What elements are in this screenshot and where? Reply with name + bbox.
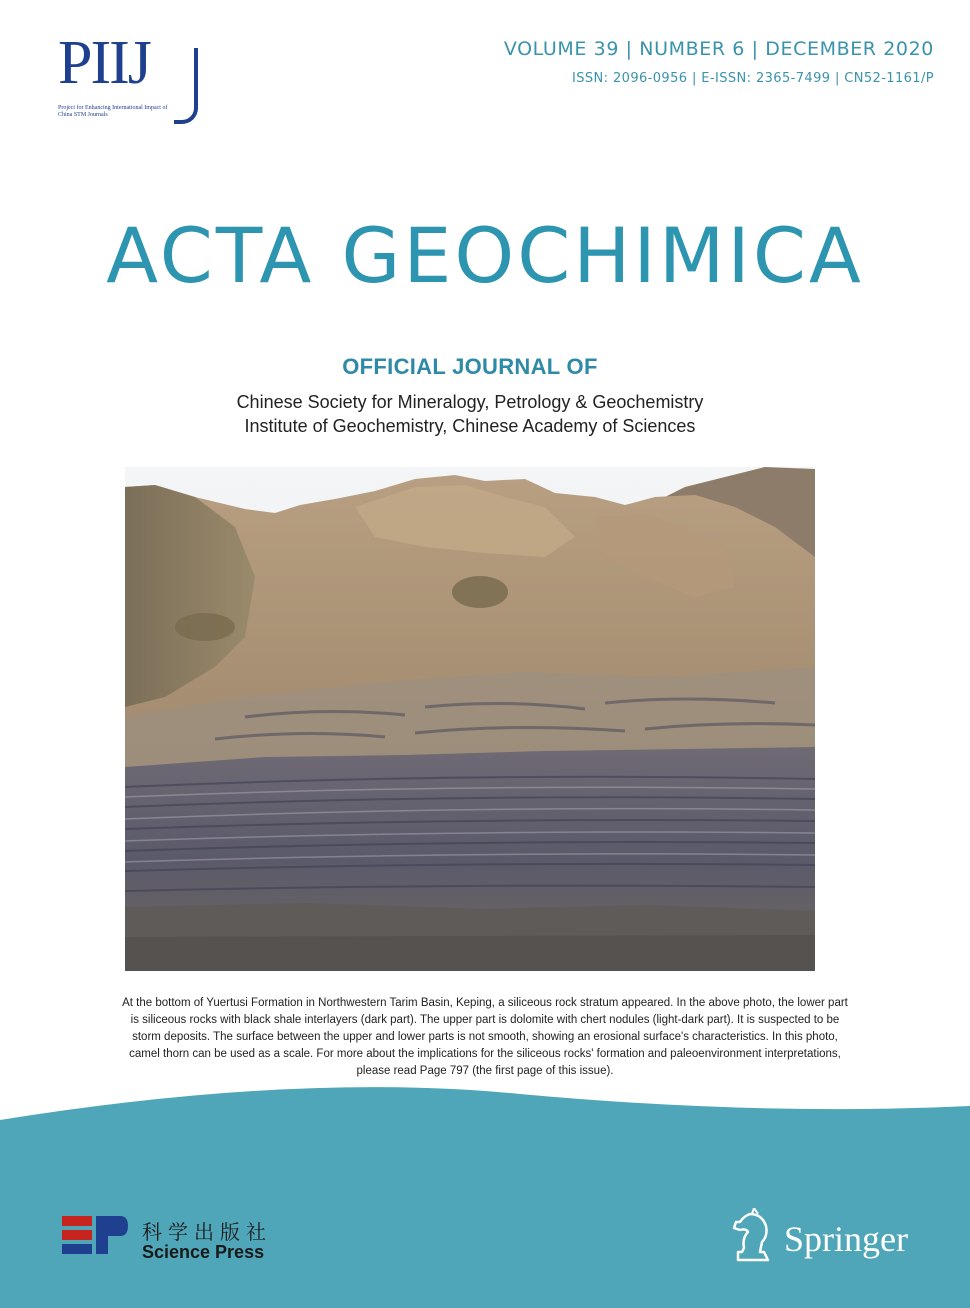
science-press-emblem-icon: [62, 1214, 128, 1260]
journal-title: ACTA GEOCHIMICA: [106, 211, 864, 300]
springer-horse-icon: [728, 1208, 778, 1264]
springer-logo: [728, 1208, 938, 1268]
cover-photo: [125, 467, 815, 971]
piij-logo-text: PIIJ: [58, 29, 150, 97]
organization-iocas: Institute of Geochemistry, Chinese Academy of Sciences: [244, 416, 696, 436]
piij-logo-subtitle: Project for Enhancing International Impact of China STM Journals: [58, 105, 168, 118]
science-press-chinese: 科学出版社: [142, 1220, 272, 1244]
cover-caption: At the bottom of Yuertusi Formation in Northwestern Tarim Basin, Keping, a siliceous rock stratum appeared. In the above photo, the lower part is siliceous rocks with black shale interlayers (dark part). The upper part is dolomite with chert nodules (light-dark part). It is suspected to be storm deposits. The surface between the upper and lower parts is not smooth, showing an erosional surface's characteristics. In this photo, camel thorn can be used as a scale. For more about the implications for the siliceous rocks' formation and paleoenvironment interpretations, please read Page 797 (the first page of this issue).: [122, 997, 848, 1077]
issn-info: ISSN: 2096-0956 | E-ISSN: 2365-7499 | CN52-1161/P: [572, 71, 934, 86]
issue-info: VOLUME 39 | NUMBER 6 | DECEMBER 2020: [503, 38, 934, 60]
piij-logo: [56, 29, 201, 133]
footer-band: [0, 1080, 970, 1308]
official-journal-label: OFFICIAL JOURNAL OF: [342, 354, 598, 379]
science-press-logo: [62, 1214, 322, 1266]
springer-wordmark: Springer: [784, 1219, 908, 1259]
organization-csmpg: Chinese Society for Mineralogy, Petrology & Geochemistry: [236, 392, 704, 412]
rock-outcrop-image: [125, 467, 815, 971]
science-press-english: Science Press: [142, 1242, 265, 1262]
